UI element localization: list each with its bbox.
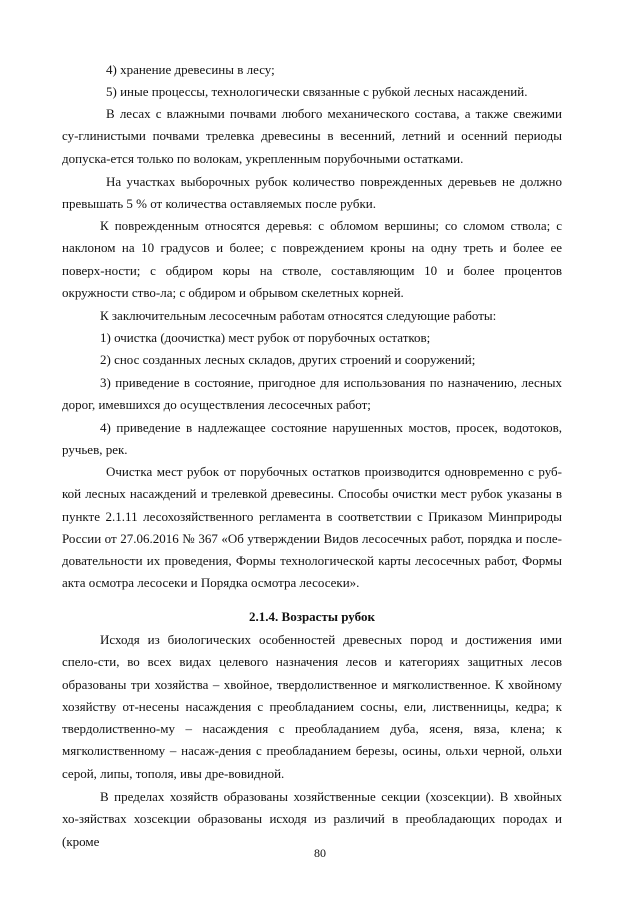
paragraph-final-works: К заключительным лесосечным работам относятся следующие работы: <box>100 308 497 323</box>
paragraph-item-4: 4) приведение в надлежащее состояние нарушенных мостов, просек, водотоков, ручьев, рек. <box>62 420 562 458</box>
paragraph-damaged-limit: На участках выборочных рубок количество поврежденных деревьев не должно превышать 5 % от количества оставляемых после рубки. <box>62 174 562 212</box>
paragraph-item-2: 2) снос созданных лесных складов, других строений и сооружений; <box>100 352 476 367</box>
section-heading: 2.1.4. Возрасты рубок <box>249 609 375 624</box>
paragraph-wet-soils: В лесах с влажными почвами любого механического состава, а также свежими су-глинистыми почвами трелевка древесины в весенний, летний и осенний периоды допуска-ется только по волокам, укрепленным порубочными остатками. <box>62 106 562 166</box>
paragraph-item-3: 3) приведение в состояние, пригодное для использования по назначению, лесных дорог, имевшихся до осуществления лесосечных работ; <box>62 375 562 413</box>
page-number: 80 <box>314 846 326 860</box>
paragraph-farms: Исходя из биологических особенностей древесных пород и достижения ими спело-сти, во всех видах целевого назначения лесов и категориях защитных лесов образованы три хозяйства – хвойное, твердолиственное и мягколиственное. К хвойному хозяйству от-несены насаждения с преобладанием сосны, ели, лиственницы, кедра; к твердолиственно-му – насаждения с преобладанием дуба, ясеня, вяза, клена; к мягколиственному – насаж-дения с преобладанием березы, осины, ольхи черной, ольхи серой, липы, тополя, ивы дре-вовидной. <box>62 632 562 781</box>
paragraph-cleaning: Очистка мест рубок от порубочных остатков производится одновременно с руб-кой лесных насаждений и трелевкой древесины. Способы очистки мест рубок указаны в пункте 2.1.11 лесохозяйственного регламента в соответствии с Приказом Минприроды России от 27.06.2016 № 367 «Об утверждении Видов лесосечных работ, порядка и после-довательности их проведения, Формы технологической карты лесосечных работ, Формы акта осмотра лесосеки и Порядка осмотра лесосеки». <box>62 464 562 591</box>
paragraph-item-1: 1) очистка (доочистка) мест рубок от порубочных остатков; <box>100 330 431 345</box>
paragraph-sections: В пределах хозяйств образованы хозяйственные секции (хозсекции). В хвойных хо-зяйствах хозсекции образованы исходя из различий в преобладающих породах и (кроме <box>62 789 562 849</box>
paragraph-other-processes: 5) иные процессы, технологически связанные с рубкой лесных насаждений. <box>106 84 528 99</box>
paragraph-storage: 4) хранение древесины в лесу; <box>106 62 275 77</box>
paragraph-damaged-trees: К поврежденным относятся деревья: с обломом вершины; со сломом ствола; с наклоном на 10 градусов и более; с повреждением кроны на одну треть и более ее поверх-ности; с обдиром коры на стволе, составляющим 10 и более процентов окружности ство-ла; с обдиром и обрывом скелетных корней. <box>62 218 562 300</box>
